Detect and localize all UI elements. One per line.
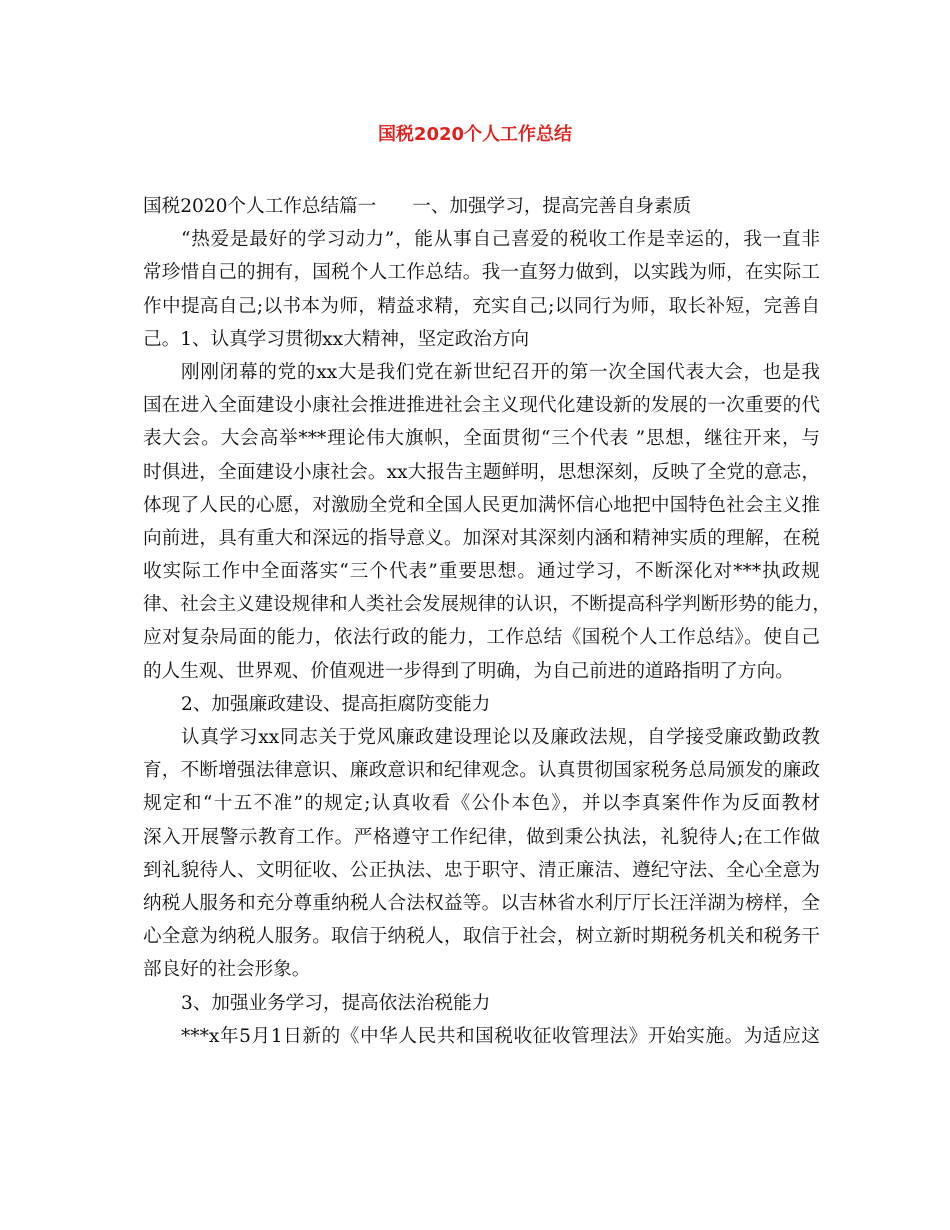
paragraph-line: 时俱进，全面建设小康社会。xx大报告主题鲜明，思想深刻，反映了全党的意志， <box>143 461 820 483</box>
paragraph-line: 规定和“十五不准”的规定;认真收看《公仆本色》，并以李真案件作为反面教材 <box>143 793 820 815</box>
paragraph-line: 纳税人服务和充分尊重纳税人合法权益等。以吉林省水利厅厅长汪洋湖为榜样，全 <box>143 892 820 914</box>
paragraph-line: 收实际工作中全面落实“三个代表”重要思想。通过学习，不断深化对***执政规 <box>143 561 820 583</box>
paragraph-line: 部良好的社会形象。 <box>143 959 311 981</box>
paragraph-line: 认真学习xx同志关于党风廉政建设理论以及廉政法规，自学接受廉政勤政教 <box>181 727 820 748</box>
paragraph-line: “热爱是最好的学习动力”，能从事自己喜爱的税收工作是幸运的，我一直非 <box>181 229 820 251</box>
section-header-line <box>143 190 820 223</box>
subheading-line: 3、加强业务学习，提高依法治税能力 <box>181 992 491 1014</box>
paragraph-line: 国在进入全面建设小康社会推进推进社会主义现代化建设新的发展的一次重要的代 <box>143 395 820 417</box>
section-header-right: 一、加强学习，提高完善自身素质 <box>412 196 692 217</box>
paragraph-line: 常珍惜自己的拥有，国税个人工作总结。我一直努力做到，以实践为师，在实际工 <box>143 262 820 284</box>
paragraph-line: 的人生观、世界观、价值观进一步得到了明确，为自己前进的道路指明了方向。 <box>143 660 794 682</box>
paragraph-line: 向前进，具有重大和深远的指导意义。加深对其深刻内涵和精神实质的理解，在税 <box>143 527 820 549</box>
paragraph-line: 心全意为纳税人服务。取信于纳税人，取信于社会，树立新时期税务机关和税务干 <box>143 926 820 948</box>
paragraph-line: 应对复杂局面的能力，依法行政的能力，工作总结《国税个人工作总结》。使自己 <box>143 627 820 649</box>
paragraph-line: 表大会。大会高举***理论伟大旗帜，全面贯彻“三个代表 ”思想，继往开来，与 <box>143 428 820 450</box>
paragraph-line: 深入开展警示教育工作。严格遵守工作纪律，做到秉公执法，礼貌待人;在工作做 <box>143 826 820 848</box>
paragraph-line: 作中提高自己;以书本为师，精益求精，充实自己;以同行为师，取长补短，完善自 <box>143 295 820 317</box>
subheading-line: 2、加强廉政建设、提高拒腐防变能力 <box>181 693 491 715</box>
document-body <box>143 190 831 1053</box>
section-header-left: 国税2020个人工作总结篇一 <box>143 196 377 217</box>
paragraph-line: 体现了人民的心愿，对激励全党和全国人民更加满怀信心地把中国特色社会主义推 <box>143 494 820 516</box>
paragraph-line: 到礼貌待人、文明征收、公正执法、忠于职守、清正廉洁、遵纪守法、全心全意为 <box>143 859 820 881</box>
paragraph-line: ***x年5月1日新的《中华人民共和国税收征收管理法》开始实施。为适应这 <box>181 1025 820 1047</box>
paragraph-line: 律、社会主义建设规律和人类社会发展规律的认识，不断提高科学判断形势的能力， <box>143 594 831 616</box>
paragraph-line: 育，不断增强法律意识、廉政意识和纪律观念。认真贯彻国家税务总局颁发的廉政 <box>143 760 820 782</box>
document-title: 国税2020个人工作总结 <box>377 124 573 145</box>
paragraph-line: 己。1、认真学习贯彻xx大精神，坚定政治方向 <box>143 328 530 350</box>
paragraph-line: 刚刚闭幕的党的xx大是我们党在新世纪召开的第一次全国代表大会，也是我 <box>181 361 820 383</box>
